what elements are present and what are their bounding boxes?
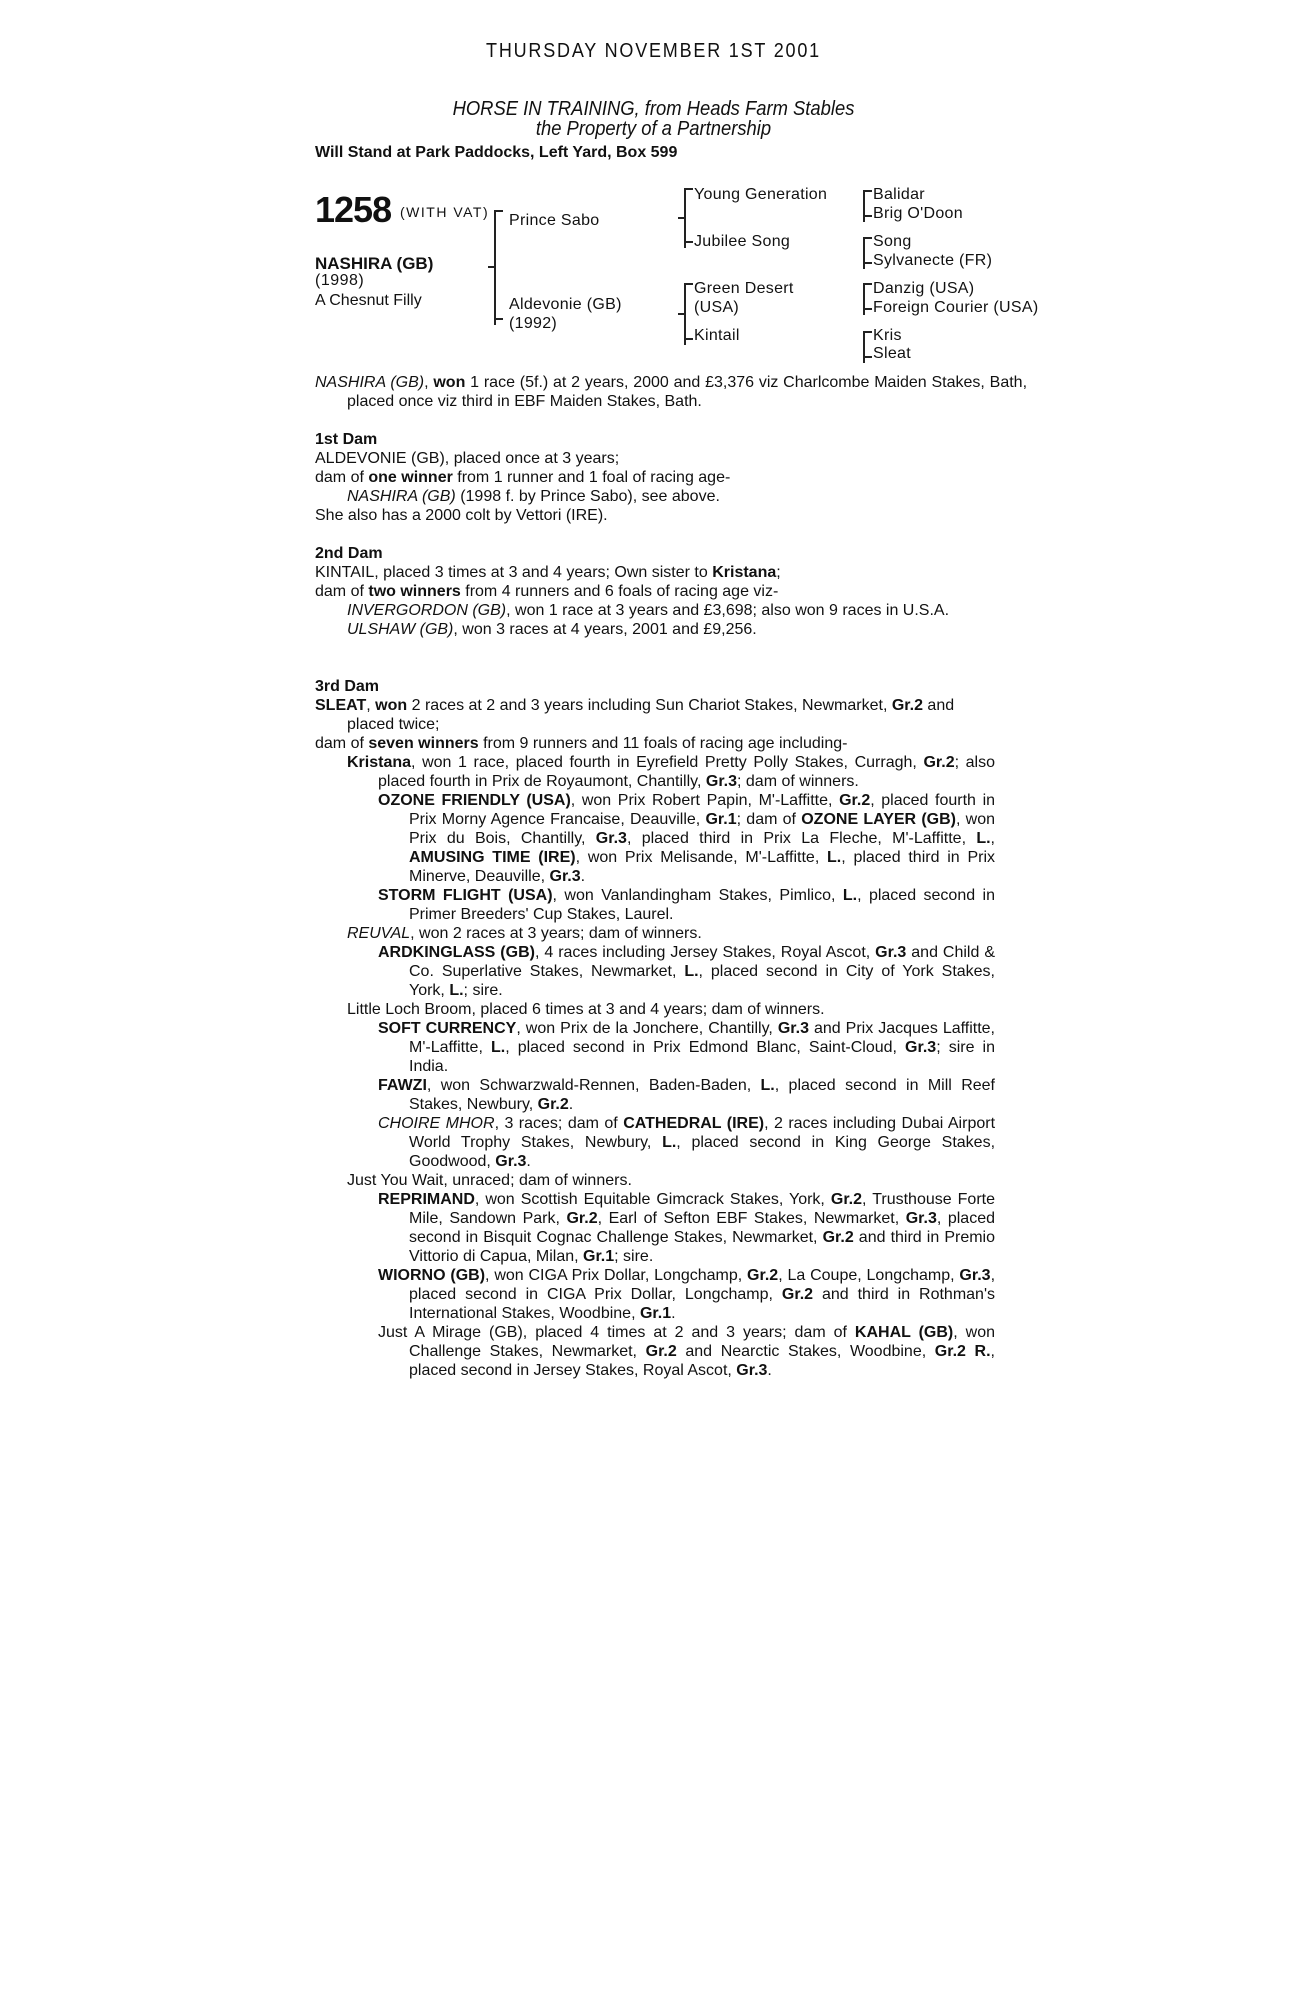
brace-g2-bottom	[863, 262, 872, 264]
brace-dam	[684, 283, 686, 345]
brace-g4-bottom	[863, 356, 872, 358]
first-dam-line4: She also has a 2000 colt by Vettori (IRE).	[315, 507, 608, 524]
progeny-ozone-friendly: OZONE FRIENDLY (USA), won Prix Robert Papin, M'-Laffitte, Gr.2, placed fourth in Prix Morny Agence Francaise, Deauville, Gr.1; dam of OZONE LAYER (GB), won Prix du Bois, Chantilly, Gr.3, placed third in Prix La Fleche, M'-Laffitte, L., AMUSING TIME (IRE), won Prix Melisande, M'-Laffitte, L., placed third in Prix Minerve, Deauville, Gr.3.	[378, 792, 996, 885]
horse-name: NASHIRA (GB)	[315, 254, 434, 273]
brace-sire-bottom	[684, 241, 693, 243]
summary-won: won	[433, 374, 466, 391]
dam-sire: Green Desert	[694, 280, 794, 297]
brace-g3-bottom	[863, 308, 872, 310]
progeny-kristana: Kristana, won 1 race, placed fourth in Eyrefield Pretty Polly Stakes, Curragh, Gr.2; also placed fourth in Prix de Royaumont, Chantilly, Gr.3; dam of winners.	[347, 754, 995, 790]
progeny-soft-currency: SOFT CURRENCY, won Prix de la Jonchere, Chantilly, Gr.3 and Prix Jacques Laffitte, M'-Laffitte, L., placed second in Prix Edmond Blanc, Saint-Cloud, Gr.3; sire in India.	[378, 1020, 996, 1075]
progeny-little-loch-broom: Little Loch Broom, placed 6 times at 3 and 4 years; dam of winners.	[347, 1001, 825, 1018]
brace-sire-tip	[678, 217, 684, 219]
brace-main-bottom	[494, 318, 503, 320]
brace-g1-bottom	[863, 215, 872, 217]
second-dam-line2: dam of two winners from 4 runners and 6 foals of racing age viz-	[315, 583, 779, 600]
brace-g4-top	[863, 331, 872, 333]
brace-sire	[684, 188, 686, 248]
dam-year: (1992)	[509, 315, 558, 332]
first-dam-line2: dam of one winner from 1 runner and 1 foal of racing age-	[315, 469, 731, 486]
brace-dam-top	[684, 283, 693, 285]
lot-title-line2: the Property of a Partnership	[535, 118, 772, 140]
progeny-just-a-mirage: Just A Mirage (GB), placed 4 times at 2 and 3 years; dam of KAHAL (GB), won Challenge Stakes, Newmarket, Gr.2 and Nearctic Stakes, Woodbine, Gr.2 R., placed second in Jersey Stakes, Royal Ascot, Gr.3.	[378, 1324, 996, 1379]
vat-note: (WITH VAT)	[400, 204, 490, 220]
brace-g3-top	[863, 283, 872, 285]
first-dam-heading: 1st Dam	[315, 431, 378, 448]
ancestor-foreign-courier: Foreign Courier (USA)	[873, 299, 1039, 316]
brace-g4	[863, 331, 865, 363]
summary-name: NASHIRA (GB)	[315, 374, 425, 391]
second-dam-line1: KINTAIL, placed 3 times at 3 and 4 years; Own sister to Kristana;	[315, 564, 781, 581]
ancestor-danzig: Danzig (USA)	[873, 280, 975, 297]
first-dam-line1: ALDEVONIE (GB), placed once at 3 years;	[315, 450, 620, 467]
progeny-reprimand: REPRIMAND, won Scottish Equitable Gimcrack Stakes, York, Gr.2, Trusthouse Forte Mile, Sandown Park, Gr.2, Earl of Sefton EBF Stakes, Newmarket, Gr.3, placed second in Bisquit Cognac Challenge Stakes, Newmarket, Gr.2 and third in Premio Vittorio di Capua, Milan, Gr.1; sire.	[378, 1191, 996, 1265]
progeny-reuval: REUVAL, won 2 races at 3 years; dam of winners.	[347, 925, 702, 942]
ancestor-sleat: Sleat	[873, 345, 911, 362]
ancestor-sylvanecte: Sylvanecte (FR)	[873, 252, 993, 269]
brace-g2-top	[863, 237, 872, 239]
brace-dam-bottom	[684, 338, 693, 340]
second-dam-progeny-2: ULSHAW (GB), won 3 races at 4 years, 2001 and £9,256.	[347, 621, 757, 638]
sire-dam: Jubilee Song	[694, 233, 791, 250]
ancestor-brig-odoon: Brig O'Doon	[873, 205, 963, 222]
second-dam-heading: 2nd Dam	[315, 545, 383, 562]
brace-sire-top	[684, 188, 693, 190]
progeny-wiorno: WIORNO (GB), won CIGA Prix Dollar, Longchamp, Gr.2, La Coupe, Longchamp, Gr.3, placed second in CIGA Prix Dollar, Longchamp, Gr.2 and third in Rothman's International Stakes, Woodbine, Gr.1.	[378, 1267, 996, 1322]
first-dam-section	[315, 430, 995, 525]
brace-tip-main	[488, 266, 494, 268]
dam: Aldevonie (GB)	[509, 296, 622, 313]
brace-g1	[863, 190, 865, 222]
dam-dam: Kintail	[694, 327, 740, 344]
ancestor-kris: Kris	[873, 327, 902, 344]
progeny-ardkinglass: ARDKINGLASS (GB), 4 races including Jersey Stakes, Royal Ascot, Gr.3 and Child & Co. Superlative Stakes, Newmarket, L., placed second in City of York Stakes, York, L.; sire.	[378, 944, 996, 999]
lot-number: 1258	[315, 189, 392, 230]
summary-text: 1 race (5f.) at 2 years, 2000 and £3,376 viz Charlcombe Maiden Stakes, Bath, placed once viz third in EBF Maiden Stakes, Bath.	[347, 374, 1028, 410]
third-dam-section	[315, 677, 995, 1380]
first-dam-progeny: NASHIRA (GB) (1998 f. by Prince Sabo), see above.	[347, 488, 720, 505]
stand-location: Will Stand at Park Paddocks, Left Yard, Box 599	[315, 144, 678, 161]
progeny-storm-flight: STORM FLIGHT (USA), won Vanlandingham Stakes, Pimlico, L., placed second in Primer Breeders' Cup Stakes, Laurel.	[378, 887, 995, 923]
brace-main	[494, 210, 496, 325]
page-date: THURSDAY NOVEMBER 1ST 2001	[486, 40, 821, 62]
second-dam-section	[315, 544, 995, 639]
racing-summary: NASHIRA (GB), won 1 race (5f.) at 2 years, 2000 and £3,376 viz Charlcombe Maiden Stakes, Bath, placed once viz third in EBF Maiden Stakes, Bath.	[315, 374, 1028, 410]
progeny-choire-mhor: CHOIRE MHOR, 3 races; dam of CATHEDRAL (IRE), 2 races including Dubai Airport World Trophy Stakes, Newbury, L., placed second in King George Stakes, Goodwood, Gr.3.	[378, 1115, 996, 1170]
ancestor-balidar: Balidar	[873, 186, 925, 203]
brace-g2	[863, 237, 865, 269]
brace-g1-top	[863, 190, 872, 192]
sire-sire: Young Generation	[694, 186, 828, 203]
dam-sire-country: (USA)	[694, 299, 740, 316]
lot-title-line1: HORSE IN TRAINING, from Heads Farm Stables	[452, 98, 855, 120]
progeny-fawzi: FAWZI, won Schwarzwald-Rennen, Baden-Baden, L., placed second in Mill Reef Stakes, Newbury, Gr.2.	[378, 1077, 995, 1113]
third-dam-line2: dam of seven winners from 9 runners and 11 foals of racing age including-	[315, 735, 848, 752]
brace-main-top	[494, 210, 503, 212]
brace-dam-tip	[678, 313, 684, 315]
brace-g3	[863, 283, 865, 315]
third-dam-line1: SLEAT, won 2 races at 2 and 3 years including Sun Chariot Stakes, Newmarket, Gr.2 and placed twice;	[315, 697, 955, 733]
horse-year: (1998)	[315, 272, 365, 289]
progeny-just-you-wait: Just You Wait, unraced; dam of winners.	[347, 1172, 632, 1189]
second-dam-progeny-1: INVERGORDON (GB), won 1 race at 3 years and £3,698; also won 9 races in U.S.A.	[347, 602, 950, 619]
horse-description: A Chesnut Filly	[315, 292, 422, 309]
ancestor-song: Song	[873, 233, 912, 250]
sire: Prince Sabo	[509, 212, 600, 229]
third-dam-heading: 3rd Dam	[315, 678, 380, 695]
